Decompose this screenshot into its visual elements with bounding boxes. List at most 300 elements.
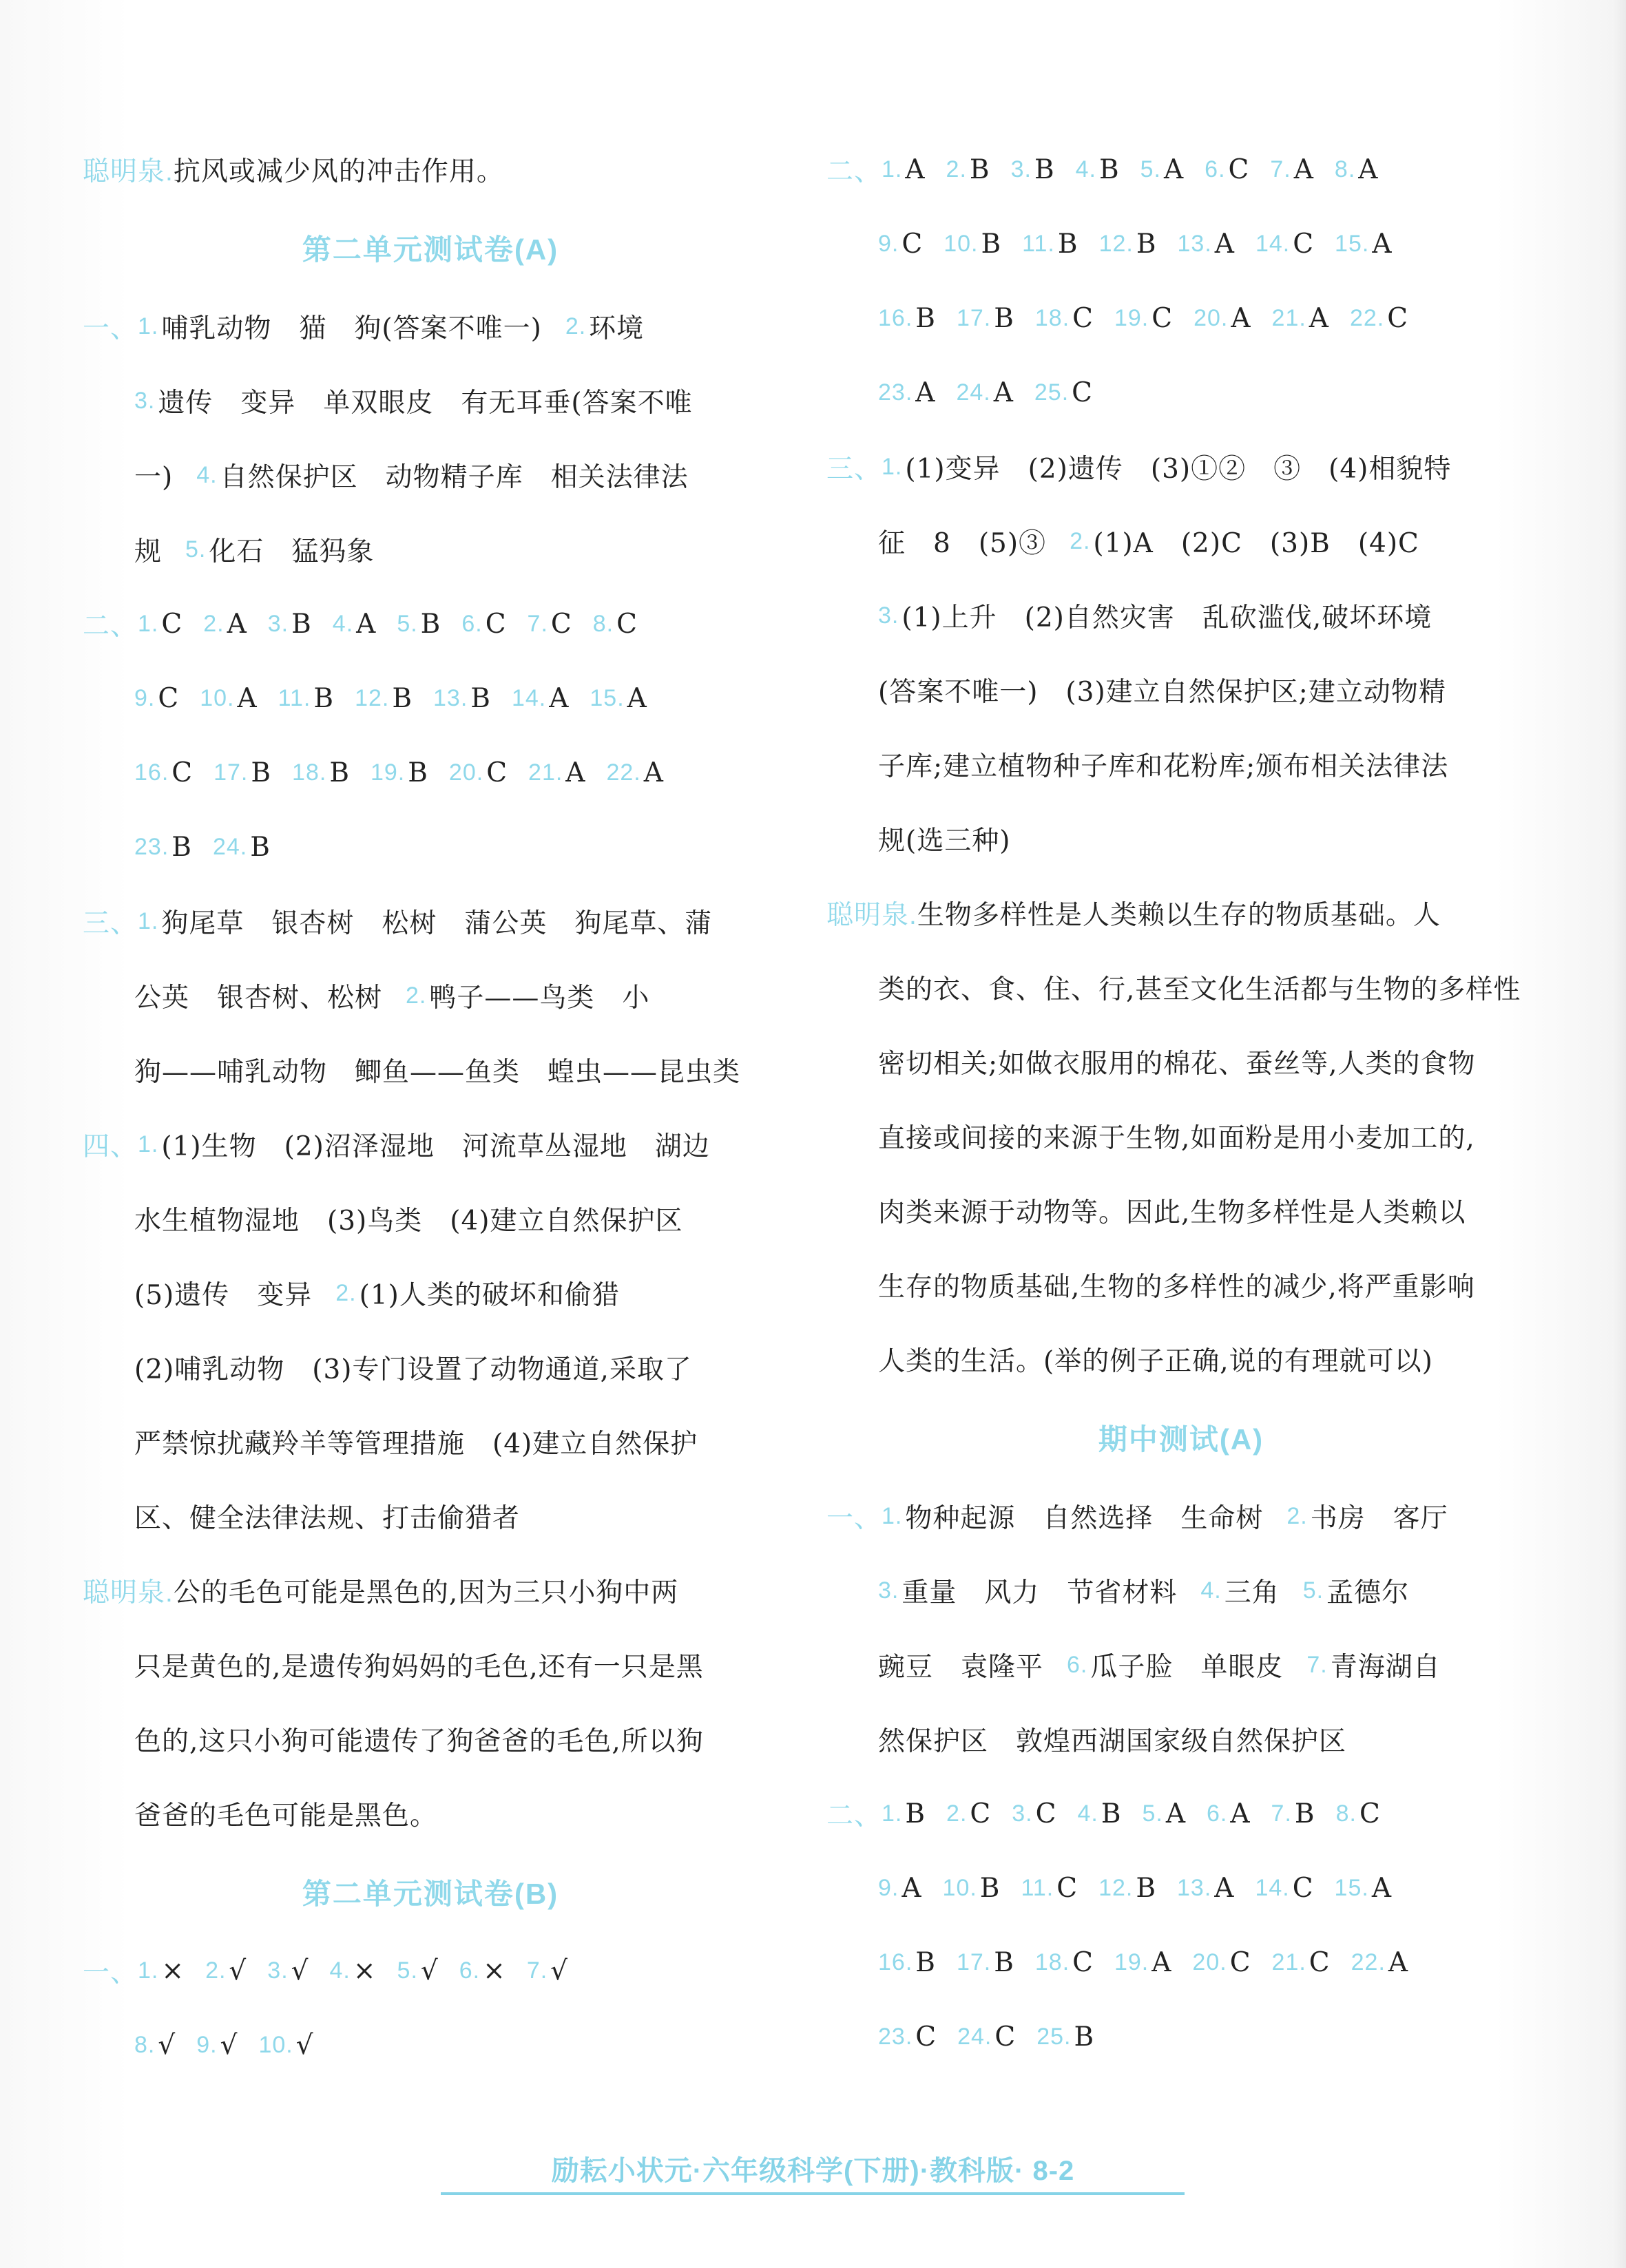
footer-underline xyxy=(441,2192,1185,2195)
question-number: 23. xyxy=(878,379,913,406)
question-number: 19. xyxy=(1114,304,1149,331)
choice-answer: B xyxy=(981,228,1002,260)
choice-answer: C xyxy=(1387,302,1409,334)
judge-answer: √ xyxy=(220,2029,238,2061)
answer-line xyxy=(83,512,778,587)
question-number: 8. xyxy=(1334,156,1356,182)
choice-answer: C xyxy=(1293,228,1315,260)
choice-answer: C xyxy=(1072,1946,1094,1978)
question-number: 21. xyxy=(1271,1949,1306,1975)
choice-answer: A xyxy=(565,757,586,788)
question-number: 25. xyxy=(1036,2023,1072,2050)
question-number: 7. xyxy=(526,1957,548,1984)
answer-line xyxy=(826,801,1536,876)
congming-text: 公的毛色可能是黑色的,因为三只小狗中两 xyxy=(173,1577,679,1608)
question-number: 3. xyxy=(1012,1800,1033,1827)
choice-answer: A xyxy=(1388,1946,1409,1978)
choice-answer: B xyxy=(915,1946,936,1978)
choice-row xyxy=(83,661,778,735)
answer-text: 化石 猛犸象 xyxy=(209,536,375,567)
choice-answer: B xyxy=(1098,154,1120,185)
question-number: 17. xyxy=(213,759,249,786)
choice-answer: C xyxy=(1228,154,1250,185)
question-number: 9. xyxy=(134,684,156,711)
congming-text: 抗风或减少风的冲击作用。 xyxy=(173,156,504,187)
congming-line xyxy=(83,1553,778,1628)
question-number: 1. xyxy=(138,610,159,637)
question-number: 7. xyxy=(1270,156,1291,182)
section-label: 一、 xyxy=(83,314,138,344)
answer-text: 遗传 变异 单双眼皮 有无耳垂(答案不唯 xyxy=(158,388,693,419)
choice-answer: A xyxy=(993,377,1014,408)
answer-text: 青海湖自 xyxy=(1330,1652,1441,1683)
choice-answer: A xyxy=(905,154,926,185)
answer-text: 书房 客厅 xyxy=(1310,1503,1448,1534)
question-number: 3. xyxy=(878,1577,899,1604)
question-number: 10. xyxy=(200,684,235,711)
choice-answer: A xyxy=(1371,1872,1392,1904)
question-number: 24. xyxy=(956,379,991,406)
question-number: 16. xyxy=(134,759,169,786)
question-number: 6. xyxy=(1205,156,1226,182)
answer-text: 瓜子脸 单眼皮 xyxy=(1090,1652,1284,1683)
congming-text: 色的,这只小狗可能遗传了狗爸爸的毛色,所以狗 xyxy=(134,1726,704,1757)
question-number: 4. xyxy=(1075,156,1096,182)
question-number: 4. xyxy=(1077,1800,1098,1827)
question-number: 14. xyxy=(1255,230,1291,257)
question-number: 2. xyxy=(946,156,967,182)
question-number: 6. xyxy=(461,610,483,637)
judge-answer: √ xyxy=(550,1955,569,1986)
congming-line xyxy=(83,132,778,207)
choice-answer: C xyxy=(1072,377,1093,408)
choice-answer: C xyxy=(485,608,507,640)
question-number: 17. xyxy=(956,1949,992,1975)
answer-text: 豌豆 袁隆平 xyxy=(878,1652,1044,1683)
answer-text: 自然保护区 动物精子库 相关法律法 xyxy=(220,462,689,493)
judge-answer: √ xyxy=(291,1955,309,1986)
answer-text: 公英 银杏树、松树 xyxy=(134,983,383,1014)
choice-answer: A xyxy=(237,682,258,714)
question-number: 10. xyxy=(942,1874,977,1901)
congming-text: 肉类来源于动物等。因此,生物多样性是人类赖以 xyxy=(878,1197,1466,1228)
right-column xyxy=(826,132,1536,2074)
answer-text: (5)遗传 变异 xyxy=(134,1280,313,1311)
answer-line xyxy=(826,727,1536,801)
question-number: 14. xyxy=(1255,1874,1290,1901)
question-number: 18. xyxy=(292,759,327,786)
question-number: 5. xyxy=(1302,1577,1324,1604)
choice-answer: B xyxy=(1294,1798,1315,1829)
answer-text: 三角 xyxy=(1224,1577,1280,1608)
question-number: 15. xyxy=(1335,230,1370,257)
question-number: 18. xyxy=(1034,304,1070,331)
choice-answer: B xyxy=(1034,154,1055,185)
answer-line xyxy=(826,1702,1536,1776)
choice-answer: B xyxy=(171,831,192,863)
section-label: 四、 xyxy=(83,1132,138,1162)
question-number: 9. xyxy=(878,230,899,257)
question-number: 2. xyxy=(565,313,587,339)
question-number: 7. xyxy=(1271,1800,1292,1827)
question-number: 6. xyxy=(459,1957,481,1984)
question-number: 13. xyxy=(1177,230,1212,257)
question-number: 10. xyxy=(258,2031,293,2058)
congming-line xyxy=(83,1702,778,1776)
question-number: 22. xyxy=(606,759,641,786)
answer-text: 征 8 (5)③ xyxy=(878,528,1047,559)
answer-text: 水生植物湿地 (3)鸟类 (4)建立自然保护区 xyxy=(134,1206,683,1237)
question-number: 8. xyxy=(134,2031,156,2058)
answer-line xyxy=(826,1628,1536,1702)
choice-row xyxy=(83,2008,778,2082)
question-number: 8. xyxy=(592,610,614,637)
congming-line xyxy=(83,1628,778,1702)
question-number: 16. xyxy=(878,1949,913,1975)
answer-line xyxy=(83,1256,778,1330)
section-label: 三、 xyxy=(83,909,138,938)
choice-answer: A xyxy=(1309,302,1329,334)
congming-line xyxy=(826,950,1536,1025)
choice-row xyxy=(826,1925,1536,1999)
question-number: 1. xyxy=(138,1957,159,1984)
answer-text: 规(选三种) xyxy=(878,826,1011,857)
answer-line xyxy=(826,504,1536,578)
question-number: 11. xyxy=(1021,1874,1054,1901)
choice-answer: A xyxy=(227,608,247,640)
choice-answer: B xyxy=(392,682,413,714)
question-number: 7. xyxy=(1306,1651,1328,1678)
answer-text: 子库;建立植物种子库和花粉库;颁布相关法律法 xyxy=(878,751,1449,782)
question-number: 6. xyxy=(1207,1800,1228,1827)
choice-answer: C xyxy=(616,608,638,640)
question-number: 15. xyxy=(590,684,625,711)
question-number: 23. xyxy=(878,2023,913,2050)
choice-answer: B xyxy=(420,608,441,640)
choice-answer: C xyxy=(158,682,180,714)
choice-answer: B xyxy=(250,831,271,863)
question-number: 12. xyxy=(1098,1874,1134,1901)
choice-answer: B xyxy=(1057,228,1078,260)
section-label: 三、 xyxy=(826,454,882,484)
answer-line xyxy=(83,884,778,958)
question-number: 21. xyxy=(1271,304,1306,331)
answer-text: 规 xyxy=(134,536,163,567)
question-number: 8. xyxy=(1335,1800,1357,1827)
judge-answer: √ xyxy=(295,2029,314,2061)
choice-answer: A xyxy=(1358,154,1379,185)
section-label: 二、 xyxy=(826,157,882,187)
section-label: 二、 xyxy=(826,1801,882,1831)
choice-answer: A xyxy=(1164,154,1185,185)
choice-answer: C xyxy=(970,1798,992,1829)
choice-answer: C xyxy=(994,2021,1017,2052)
choice-answer: A xyxy=(1230,1798,1251,1829)
congming-tag: 聪明泉. xyxy=(83,1578,174,1608)
question-number: 11. xyxy=(278,684,311,711)
choice-answer: B xyxy=(994,1946,1014,1978)
choice-answer: B xyxy=(1074,2021,1095,2052)
question-number: 5. xyxy=(397,610,418,637)
congming-line xyxy=(826,1025,1536,1099)
congming-line xyxy=(826,1322,1536,1396)
congming-text: 爸爸的毛色可能是黑色。 xyxy=(134,1800,438,1831)
answer-line xyxy=(83,958,778,1033)
left-column xyxy=(83,132,778,2082)
choice-answer: C xyxy=(1056,1872,1078,1904)
choice-row xyxy=(83,587,778,661)
answer-text: 孟德尔 xyxy=(1326,1577,1410,1608)
judge-answer: × xyxy=(483,1955,506,1986)
choice-answer: A xyxy=(549,682,570,714)
question-number: 20. xyxy=(1194,304,1229,331)
judge-answer: √ xyxy=(158,2029,176,2061)
question-number: 2. xyxy=(406,982,427,1009)
choice-row xyxy=(83,1933,778,2008)
question-number: 14. xyxy=(511,684,547,711)
answer-text: (答案不唯一) (3)建立自然保护区;建立动物精 xyxy=(878,677,1446,708)
congming-line xyxy=(826,876,1536,950)
choice-answer: B xyxy=(979,1872,1001,1904)
question-number: 20. xyxy=(1192,1949,1227,1975)
question-number: 5. xyxy=(397,1957,418,1984)
choice-answer: A xyxy=(1372,228,1393,260)
question-number: 9. xyxy=(196,2031,218,2058)
choice-answer: A xyxy=(901,1872,922,1904)
question-number: 19. xyxy=(370,759,406,786)
choice-answer: C xyxy=(1035,1798,1057,1829)
question-number: 1. xyxy=(138,907,159,934)
choice-answer: B xyxy=(251,757,272,788)
question-number: 2. xyxy=(946,1800,968,1827)
choice-row xyxy=(826,1851,1536,1925)
section-label: 一、 xyxy=(826,1504,882,1533)
choice-answer: B xyxy=(1136,1872,1156,1904)
answer-text: 鸭子——鸟类 小 xyxy=(429,983,650,1014)
choice-answer: B xyxy=(1136,228,1157,260)
question-number: 7. xyxy=(527,610,548,637)
question-number: 2. xyxy=(1070,527,1091,554)
choice-answer: C xyxy=(1359,1798,1381,1829)
choice-answer: B xyxy=(291,608,312,640)
question-number: 1. xyxy=(882,453,903,480)
question-number: 20. xyxy=(448,759,484,786)
choice-answer: A xyxy=(1231,302,1251,334)
choice-row xyxy=(826,1999,1536,2074)
answer-line xyxy=(83,364,778,438)
choice-answer: B xyxy=(915,302,936,334)
congming-text: 密切相关;如做衣服用的棉花、蚕丝等,人类的食物 xyxy=(878,1049,1476,1080)
choice-answer: A xyxy=(643,757,664,788)
choice-answer: A xyxy=(1214,1872,1235,1904)
choice-row xyxy=(826,281,1536,355)
question-number: 1. xyxy=(882,1502,903,1529)
choice-row xyxy=(826,355,1536,430)
choice-answer: C xyxy=(1229,1946,1251,1978)
congming-text: 直接或间接的来源于生物,如面粉是用小麦加工的, xyxy=(878,1123,1475,1154)
section-title-unit2b: 第二单元测试卷(B) xyxy=(302,1878,559,1910)
choice-answer: A xyxy=(356,608,377,640)
question-number: 24. xyxy=(957,2023,992,2050)
question-number: 13. xyxy=(1177,1874,1212,1901)
choice-answer: C xyxy=(1072,302,1094,334)
choice-answer: C xyxy=(1292,1872,1314,1904)
answer-text: (1)A (2)C (3)B (4)C xyxy=(1093,528,1419,559)
section-title-midterm: 期中测试(A) xyxy=(1098,1423,1264,1456)
question-number: 3. xyxy=(134,387,156,414)
judge-answer: √ xyxy=(420,1955,439,1986)
question-number: 4. xyxy=(332,610,354,637)
choice-row xyxy=(83,735,778,810)
question-number: 3. xyxy=(878,602,899,629)
congming-text: 生存的物质基础,生物的多样性的减少,将严重影响 xyxy=(878,1272,1475,1303)
answer-text: 区、健全法律法规、打击偷猎者 xyxy=(134,1503,521,1534)
choice-row xyxy=(826,207,1536,281)
answer-line xyxy=(83,289,778,364)
question-number: 5. xyxy=(1140,156,1161,182)
choice-answer: A xyxy=(1165,1798,1187,1829)
choice-answer: C xyxy=(161,608,183,640)
answer-text: (1)上升 (2)自然灾害 乱砍滥伐,破坏环境 xyxy=(901,602,1432,633)
question-number: 2. xyxy=(335,1279,357,1306)
answer-text: 一) xyxy=(134,462,174,493)
page-edge xyxy=(1612,0,1626,2268)
answer-text: 哺乳动物 猫 狗(答案不唯一) xyxy=(161,313,542,344)
congming-line xyxy=(826,1173,1536,1248)
choice-answer: B xyxy=(408,757,428,788)
question-number: 1. xyxy=(882,1800,903,1827)
choice-answer: B xyxy=(994,302,1014,334)
question-number: 23. xyxy=(134,833,169,860)
choice-answer: A xyxy=(1214,228,1235,260)
question-number: 4. xyxy=(196,461,218,488)
question-number: 3. xyxy=(1010,156,1032,182)
choice-answer: B xyxy=(470,682,491,714)
choice-answer: C xyxy=(915,2021,937,2052)
question-number: 18. xyxy=(1034,1949,1070,1975)
question-number: 12. xyxy=(1098,230,1134,257)
answer-text: 环境 xyxy=(589,313,645,344)
choice-row xyxy=(826,132,1536,207)
answer-text: 物种起源 自然选择 生命树 xyxy=(905,1503,1264,1534)
answer-line xyxy=(83,1405,778,1479)
congming-text: 生物多样性是人类赖以生存的物质基础。人 xyxy=(917,900,1441,931)
question-number: 16. xyxy=(878,304,913,331)
answer-text: (2)哺乳动物 (3)专门设置了动物通道,采取了 xyxy=(134,1354,692,1385)
question-number: 2. xyxy=(1286,1502,1308,1529)
question-number: 9. xyxy=(878,1874,899,1901)
choice-answer: C xyxy=(1309,1946,1331,1978)
answer-text: 严禁惊扰藏羚羊等管理措施 (4)建立自然保护 xyxy=(134,1429,698,1460)
question-number: 4. xyxy=(1200,1577,1222,1604)
congming-tag: 聪明泉. xyxy=(826,901,917,930)
answer-line xyxy=(826,1479,1536,1553)
answer-text: (1)生物 (2)沼泽湿地 河流草丛湿地 湖边 xyxy=(161,1131,710,1162)
choice-answer: C xyxy=(171,757,194,788)
answer-line xyxy=(826,1553,1536,1628)
question-number: 2. xyxy=(203,610,225,637)
answer-line xyxy=(83,1033,778,1107)
answer-line xyxy=(826,430,1536,504)
answer-line xyxy=(83,1330,778,1405)
answer-text: 重量 风力 节省材料 xyxy=(901,1577,1178,1608)
congming-text: 人类的生活。(举的例子正确,说的有理就可以) xyxy=(878,1346,1433,1377)
question-number: 5. xyxy=(185,536,207,563)
question-number: 10. xyxy=(944,230,979,257)
question-number: 3. xyxy=(267,1957,289,1984)
question-number: 13. xyxy=(433,684,468,711)
choice-answer: A xyxy=(1293,154,1314,185)
choice-answer: C xyxy=(901,228,924,260)
question-number: 2. xyxy=(205,1957,227,1984)
question-number: 21. xyxy=(528,759,563,786)
congming-line xyxy=(826,1248,1536,1322)
judge-answer: × xyxy=(353,1955,377,1986)
answer-line xyxy=(83,1107,778,1182)
answer-line xyxy=(83,438,778,512)
page-footer: 励耘小状元·六年级科学(下册)·教科版· 8-2 xyxy=(551,2155,1075,2186)
answer-text: (1)人类的破坏和偷猎 xyxy=(359,1280,620,1311)
answer-line xyxy=(826,578,1536,653)
choice-answer: B xyxy=(969,154,990,185)
congming-text: 类的衣、食、住、行,甚至文化生活都与生物的多样性 xyxy=(878,974,1521,1005)
choice-answer: C xyxy=(1151,302,1174,334)
choice-answer: A xyxy=(627,682,647,714)
choice-row xyxy=(826,1776,1536,1851)
answer-line xyxy=(826,653,1536,727)
choice-answer: B xyxy=(329,757,350,788)
question-number: 15. xyxy=(1334,1874,1369,1901)
congming-line xyxy=(826,1099,1536,1173)
question-number: 4. xyxy=(329,1957,351,1984)
choice-answer: C xyxy=(486,757,508,788)
question-number: 3. xyxy=(267,610,289,637)
question-number: 6. xyxy=(1067,1651,1088,1678)
answer-line xyxy=(83,1182,778,1256)
question-number: 19. xyxy=(1114,1949,1149,1975)
answer-text: 狗尾草 银杏树 松树 蒲公英 狗尾草、蒲 xyxy=(161,908,713,939)
choice-answer: B xyxy=(1101,1798,1122,1829)
question-number: 5. xyxy=(1142,1800,1163,1827)
choice-answer: B xyxy=(905,1798,926,1829)
question-number: 12. xyxy=(355,684,390,711)
answer-text: 然保护区 敦煌西湖国家级自然保护区 xyxy=(878,1726,1347,1757)
congming-tag: 聪明泉. xyxy=(83,157,174,187)
judge-answer: × xyxy=(161,1955,185,1986)
question-number: 25. xyxy=(1034,379,1070,406)
question-number: 11. xyxy=(1022,230,1055,257)
question-number: 22. xyxy=(1351,1949,1386,1975)
choice-row xyxy=(83,810,778,884)
congming-line xyxy=(83,1776,778,1851)
congming-text: 只是黄色的,是遗传狗妈妈的毛色,还有一只是黑 xyxy=(134,1652,704,1683)
question-number: 17. xyxy=(956,304,992,331)
judge-answer: √ xyxy=(229,1955,247,1986)
section-title-unit2a: 第二单元测试卷(A) xyxy=(302,233,559,266)
choice-answer: C xyxy=(550,608,572,640)
question-number: 22. xyxy=(1349,304,1385,331)
answer-line xyxy=(83,1479,778,1553)
section-label: 二、 xyxy=(83,611,138,641)
question-number: 1. xyxy=(882,156,903,182)
choice-answer: A xyxy=(915,377,936,408)
answer-text: (1)变异 (2)遗传 (3)①② ③ (4)相貌特 xyxy=(905,454,1452,485)
choice-answer: A xyxy=(1151,1946,1172,1978)
answer-text: 狗——哺乳动物 鲫鱼——鱼类 蝗虫——昆虫类 xyxy=(134,1057,741,1088)
choice-answer: B xyxy=(313,682,335,714)
question-number: 24. xyxy=(212,833,248,860)
section-label: 一、 xyxy=(83,1958,138,1988)
